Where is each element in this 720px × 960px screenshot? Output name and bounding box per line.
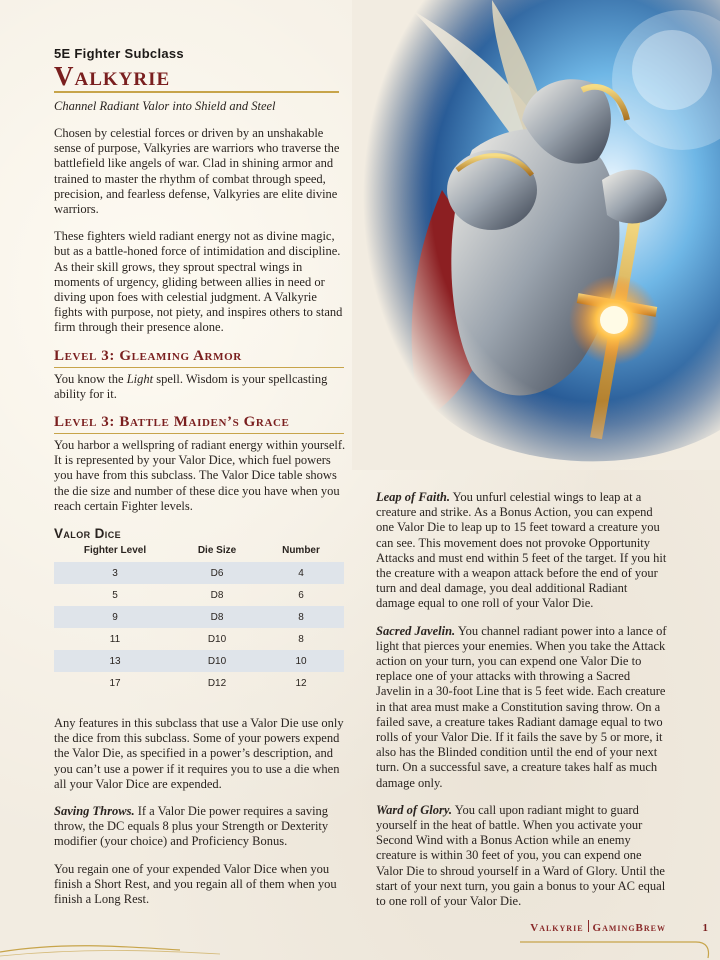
page-subtitle: Channel Radiant Valor into Shield and Steel [54,99,276,113]
gleaming-armor-text: You know the Light spell. Wisdom is your spellcasting ability for it. [54,371,328,401]
table-header-row [54,545,344,562]
col-header-die-size: Die Size [197,545,237,557]
left-column [54,40,346,919]
regain-dice-text: You regain one of your expended Valor Dice when you finish a Short Rest, and you regain all of them when you finish a Long Rest. [54,861,337,907]
footer-subclass: Valkyrie [530,922,584,934]
saving-throws-text: Saving Throws. If a Valor Die power requires a saving throw, the DC equals 8 plus your Strength or Dexterity modifier (your choice) and Proficiency Bonus. [54,804,329,849]
ward-of-glory-text: Ward of Glory. You call upon radiant might to guard yourself in the heat of battle. When you activate your Second Wind with a Bonus Action while an enemy creature is within 30 feet of you, you can expend one Valor Die to shroud yourself in a Ward of Glory. Until the start of your next turn, you gain a bonus to your AC equal to one roll of your Valor Die. [376,802,666,909]
valkyrie-illustration [352,0,720,470]
col-header-fighter-level: Fighter Level [83,545,147,557]
ward-of-glory-label: Ward of Glory. [376,802,453,817]
table-row: 13 D10 10 [54,650,344,672]
table-row: 3 D6 4 [54,562,344,584]
intro-paragraph-2: These fighters wield radiant energy not as divine magic, but as a battle-honed force of intimidation and discipline. As their skill grows, they sprout spectral wings in moments of urgency, gliding between allies in need or diving upon foes with celestial judgment. A Valkyrie fights with purpose, not piety, and inspires others to stand firm through their presence alone. [54,229,343,335]
valor-die-rules-text: Any features in this subclass that use a Valor Die use only the dice from this subclass. Some of your powers expend the Valor Die, as specified in a power’s description, and you can’t use a power if it requires you to use a die when all your Valor Dice are expended. [54,716,344,791]
page-number: 1 [702,922,708,934]
valor-dice-table [54,545,344,694]
footer-separator [588,920,589,932]
table-row: 9 D8 8 [54,606,344,628]
battle-maidens-grace-text: You harbor a wellspring of radiant energy within yourself. It is represented by your Valor Dice, which fuel powers you have from this subclass. The Valor Dice table shows the die size and number of these dice you have when you reach certain Fighter levels. [54,438,346,513]
sacred-javelin-text: Sacred Javelin. You channel radiant power into a lance of light that pierces your enemies. When you take the Attack action on your turn, you can expend one Valor Die to replace one of your attacks with throwing a Sacred Javelin in a 30-foot Line that is 5 feet wide. Each creature in that area must make a Constitution saving throw. On a failed save, a creature takes Radiant damage equal to two rolls of your Valor Die. If it fails the save by 5 or more, it also has the Blinded condition until the end of your next turn. On a successful save, a creature takes half as much damage only. [376,623,667,790]
light-spell: Light [126,371,154,386]
table-row: 11 D10 8 [109,633,304,645]
col-header-number: Number [282,545,320,557]
footer-credit [530,920,666,934]
leap-of-faith-text: Leap of Faith. You unfurl celestial wings to leap at a creature and strike. As a Bonus Action, you can expend one Valor Die to leap up to 15 feet toward a creature you can see. This movement does not provoke Opportunity Attacks and must end within 5 feet of the target. If you hit the creature with a weapon attack before the end of your turn and deal damage, you deal additional Radiant damage equal to one roll of your Valor Die. [376,490,667,611]
valor-dice-table-title: Valor Dice [54,526,122,542]
intro-paragraph-1: Chosen by celestial forces or driven by an unshakable sense of purpose, Valkyries are warriors who traverse the battlefield like angels of war. Clad in shining armor and trained to master the rhythm of combat through speed, precision, and fearless defense, Valkyries are elite divine warriors. [54,126,340,217]
heading-gleaming-armor: Level 3: Gleaming Armor [54,347,242,364]
right-column [376,490,668,921]
subclass-kicker: 5E Fighter Subclass [54,46,184,61]
page-title: Valkyrie [54,61,171,91]
saving-throws-label: Saving Throws. [54,804,135,819]
sacred-javelin-label: Sacred Javelin. [376,623,456,638]
heading-rule [54,367,344,368]
heading-rule [54,433,344,434]
title-rule [54,91,339,93]
table-row: 5 D8 6 [112,589,304,601]
heading-battle-maidens-grace: Level 3: Battle Maiden’s Grace [54,414,290,431]
table-row: 17 D12 12 [109,677,307,689]
leap-of-faith-label: Leap of Faith. [376,490,450,504]
footer-brand: GamingBrew [592,922,666,934]
